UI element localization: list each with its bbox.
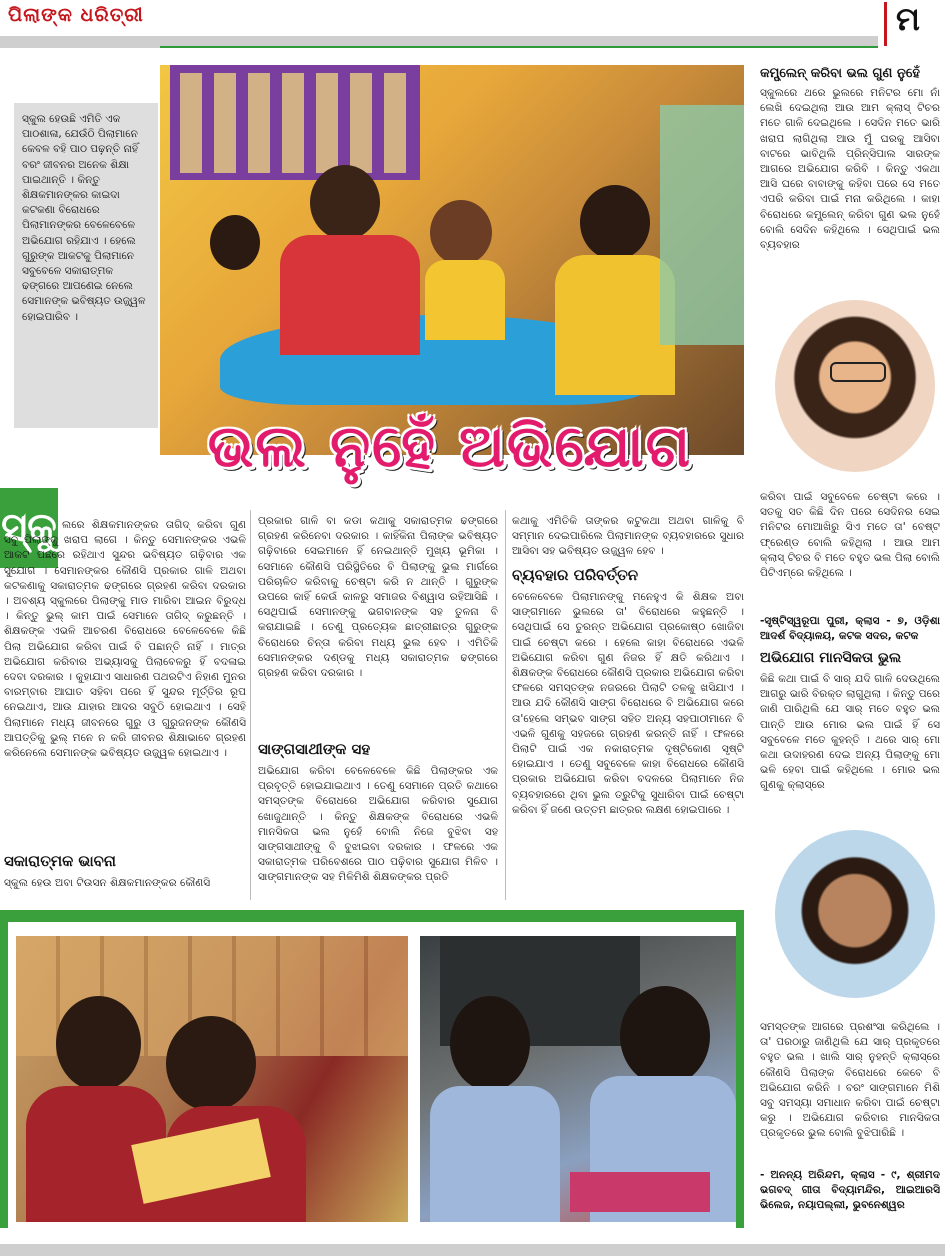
right-para3: କିଛି କଥା ପାଇଁ ବି ସାର୍ ଯଦି ଗାଳି ଦେଉଥିଲେ ଆଗରୁ ଭାରି ବିରକ୍ତ ଲାଗୁଥିଲା । କିନ୍ତୁ ପରେ ଜାଣି ପାରିଥିଲି ଯେ ସାର୍ ମତେ ବହୁତ ଭଲ ପାନ୍ତି ଆଉ ମୋର ଭଲ ପାଇଁ ହିଁ ସେ ସବୁବେଳେ ମତେ କୁହନ୍ତି । ଥରେ ସାର୍ ମୋ କଥା ଉଦାହରଣ ଦେଇ ଅନ୍ୟ ପିଲାଙ୍କୁ ମୋ ଭଳି ହେବା ପାଇଁ କହିଥିଲେ । ମୋର ଭଲ ଗୁଣକୁ କ୍ଲାସ୍‌ରେ [760,673,940,792]
column-divider [505,510,506,900]
col1-para1: ଲରେ ଶିକ୍ଷକମାନଙ୍କର ତାଗିଦ୍ କରିବା ଗୁଣ ସବୁ ପିଲାଙ୍କୁ ଖରାପ ଲାଗେ । କିନ୍ତୁ ସେମାନଙ୍କର ଏଭଳି ଆକଟ ପଛରେ ରହିଥାଏ ସୁନ୍ଦର ଭବିଷ୍ୟତ ଗଢ଼ିବାର ଏକ ସୁଯୋଗ । ସେମାନଙ୍କର କୌଣସି ପ୍ରକାର ଗାଳି ଅଥବା କଟକଣାକୁ ସକାରାତ୍ମକ ଢଙ୍ଗରେ ଗ୍ରହଣ କରିବା ଦରକାର । ଅବଶ୍ୟ ସ୍କୁଲରେ ପିଲାଙ୍କୁ ମାଡ ମାରିବା ଆଇନ ବିରୁଦ୍ଧ । କିନ୍ତୁ ଭୁଲ୍ କାମ ପାଇଁ ସେମାନେ ତାଗିଦ୍ କରୁଛନ୍ତି । ଶିକ୍ଷକଙ୍କ ଏଭଳି ଆଚରଣ ବିରୋଧରେ ବେଳେବେଳେ କିଛି ପିଲା ଅଭିଯୋଗ କରିବା ପାଇଁ ବି ପଛାନ୍ତି ନାହିଁ । ମାତ୍ର ଅଭିଯୋଗ କରିବାର ଅଭ୍ୟାସକୁ ପିଲାବେଳରୁ ହିଁ ବଦଳାଇ ଦେବା ଦରକାର । କୁହାଯାଏ ସାଧାରଣ ପଥରଟିଏ ନିହାଣ ମୁନର ବାରମ୍ବାର ଆଘାତ ସହିବା ପରେ ହିଁ ସୁନ୍ଦର ମୂର୍ତ୍ତିର ରୂପ ନେଇଥାଏ, ଆଉ ଯାହାର ଆଦର ସବୁଠି ହୋଇଥାଏ । ସେହି ପିଲାମାନେ ମଧ୍ୟ ଜୀବନରେ ଗୁରୁ ଓ ଗୁରୁଜନଙ୍କ କୌଣସି ଆପତ୍ତିକୁ ଭୁଲ୍ ମନେ ନ କରି ଜୀବନର ଶିକ୍ଷାଭାବେ ଗ୍ରହଣ କରିନେଲେ ସେମାନଙ୍କ ଭବିଷ୍ୟତ ଉଜ୍ଜ୍ୱଳ ହୋଇଥାଏ । [4,519,246,760]
top-green-rule [160,46,878,48]
photo-girl-body [425,260,505,340]
photo-boy-left-head [56,996,141,1091]
right-para4: ସମସ୍ତଙ୍କ ଆଗରେ ପ୍ରଶଂସା କରିଥିଲେ । ତା' ପରଠାରୁ ଜାଣିଥିଲି ଯେ ସାର୍ ପ୍ରକୃତରେ ବହୁତ ଭଲ । ଖାଲି ସାର୍ ନୁହନ୍ତି କ୍ଲାସ୍‌ରେ କୌଣସି ପିଲାଙ୍କ ବିରୋଧରେ କେବେ ବି ଅଭିଯୋଗ କରିନି । ବରଂ ସାଙ୍ଗମାନେ ମିଶି ସବୁ ସମସ୍ୟା ସମାଧାନ କରିବା ପାଇଁ ଚେଷ୍ଟା କରୁ । ଅଭିଯୋଗ କରିବାର ମାନସିକତା ପ୍ରକୃତରେ ଭୁଲ ବୋଲି ବୁଝିପାରିଛି । [760,1021,940,1140]
col3-para2: ବେଳେବେଳେ ପିଲାମାନଙ୍କୁ ମନେହୁଏ କି ଶିକ୍ଷକ ଅବା ସାଙ୍ଗମାନେ ଭୁଲରେ ତା' ବିରୋଧରେ କହୁଛନ୍ତି । ସେଥିପାଇଁ ସେ ତୁରନ୍ତ ଅଭିଯୋଗ ପ୍ରକୋଷ୍ଠ ଖୋଜିବା ପାଇଁ ଚେଷ୍ଟା କରେ । ହେଲେ କାହା ବିରୋଧରେ ଏଭଳି ଅଭିଯୋଗ କରିବା ଗୁଣ ନିଜର ହିଁ କ୍ଷତି କରିଥାଏ । ଶିକ୍ଷକଙ୍କ ବିରୋଧରେ କୌଣସି ପ୍ରକାର ଅଭିଯୋଗ କରିବା ଫଳରେ ସମସ୍ତଙ୍କ ନଜରରେ ପିଲାଟି ତଳକୁ ଖସିଯାଏ । ଆଉ ଯଦି କୌଣସି ସାଙ୍ଗ ବିରୋଧରେ ବି ଅଭିଯୋଗ କରେ ତା'ହେଲେ ସମ୍ଭବ ସାଙ୍ଗ ସହିତ ଅନ୍ୟ ସହପାଠୀମାନେ ବି ଏଭଳି ଗୁଣକୁ ସହଜରେ ଗ୍ରହଣ କରନ୍ତି ନାହିଁ । ଫଳରେ ପିଲାଟି ପାଇଁ ଏକ ନକାରାତ୍ମକ ଦୃଷ୍ଟିକୋଣ ସୃଷ୍ଟି ହୋଇଯାଏ । ତେଣୁ ସବୁବେଳେ କାହା ବିରୋଧରେ କୌଣସି ପ୍ରକାର ଅଭିଯୋଗ କରିବା ବଦଳରେ ପିଲାମାନେ ନିଜ ବ୍ୟବହାରରେ ଥିବା ଭୁଲ ତ୍ରୁଟିକୁ ସୁଧାରିବା ପାଇଁ ଚେଷ୍ଟା କରିବା ହିଁ ଜଣେ ଉତ୍ତମ ଛାତ୍ରର ଲକ୍ଷଣ ହୋଇପାରେ । [512,591,744,816]
photo-boy-right-head [166,1016,256,1111]
drop-cap: ସ୍କୁ [0,488,58,568]
photo-teacher-head [310,165,380,240]
bottom-photo-boys-reading [16,936,408,1222]
photo-girl-left-head [450,996,530,1091]
photo-boy2-body [555,255,675,395]
photo-pink-bag [570,1172,710,1212]
page-number: ମ [896,0,920,38]
photo-boy-head [210,215,260,270]
glasses-icon [830,362,886,382]
right-para2: କରିବା ପାଇଁ ସବୁବେଳେ ଚେଷ୍ଟା କରେ । ସତକୁ ସତ କିଛି ଦିନ ପରେ ସେଦିନର ସେଇ ମନିଟର ମୋଆଖିରୁ ସିଏ ମତେ ତା' ବେଷ୍ଟ ଫ୍ରେଣ୍ଡ ବୋଲି କହିଥିଲା । ଆଉ ଆମ କ୍ଲାସ୍ ଟିଚର ବି ମତେ ବହୁତ ଭଲ ପିଲା ବୋଲି ପିଟିଏମ୍‌ରେ କହିଥିଲେ । [760,491,940,580]
column-divider [250,510,251,900]
col2-subhead: ସାଙ୍ଗସାଥୀଙ୍କ ସହ [258,740,371,758]
col3-subhead: ବ୍ୟବହାର ପରିବର୍ତ୍ତନ [512,566,639,584]
right-heading-2: ଅଭିଯୋଗ ମାନସିକତା ଭୁଲ [760,650,902,666]
logo: ପିଲାଙ୍କ ଧରିତ୍ରୀ [8,4,144,26]
col2-para1: ପ୍ରକାର ଗାଳି ବା କଡା କଥାକୁ ସକାରାତ୍ମକ ଢଙ୍ଗରେ ଗ୍ରହଣ କରିନେବା ଦରକାର । କାହିଁକିନା ପିଲାଙ୍କ ଭବିଷ୍ୟତ ଗଢ଼ିବାରେ ସେଇମାନେ ହିଁ ନେଇଥାନ୍ତି ମୁଖ୍ୟ ଭୂମିକା । ସେମାନେ କୌଣସି ପରିସ୍ଥିତିରେ ବି ପିଲାଙ୍କୁ ଭୁଲ ମାର୍ଗରେ ପରିଚାଳିତ କରିବାକୁ ଚେଷ୍ଟା କରି ନ ଥାନ୍ତି । ଗୁରୁଙ୍କ ଉପରେ କାହିଁ କେଉଁ କାଳରୁ ସମାଜର ବିଶ୍ୱାସ ରହିଆସିଛି । ସେଥିପାଇଁ ସେମାନଙ୍କୁ ଭଗବାନଙ୍କ ସହ ତୁଳନା ବି କରାଯାଇଛି । ତେଣୁ ପ୍ରତ୍ୟେକ ଛାତ୍ରୀଛାତ୍ର ଗୁରୁଙ୍କ ବିରୋଧରେ ଚିନ୍ତା କରିବା ମଧ୍ୟ ଭୁଲ ହେବ । ଏମିତିକି ସେମାନଙ୍କର ଦଣ୍ଡକୁ ମଧ୍ୟ ସକାରାତ୍ମକ ଢଙ୍ଗରେ ଗ୍ରହଣ କରିବା ଦରକାର । [258,515,498,680]
portrait-boy-photo [775,830,935,998]
photo-teacher-body [280,235,420,355]
right-signature-2: - ଅନନ୍ୟ ଅରିନ୍ଦମ, କ୍ଲାସ - ୯, ଶ୍ରୀମଦ ଭଗବଦ୍ ଗୀତା ବିଦ୍ୟାମନ୍ଦିର, ଆଇଆରସି ଭିଲେଜ, ନୟାପଲ୍ଲୀ, ଭୁବନେଶ୍ୱର [760,1169,940,1212]
photo-girl-left-uniform [430,1086,560,1222]
col1-subhead: ସକାରାତ୍ମକ ଭାବନା [4,852,116,870]
photo-background-teacher [660,105,744,345]
right-para1: ସ୍କୁଲରେ ଥରେ ଭୁଲରେ ମନିଟର ମୋ ନାଁ ଲେଖି ଦେଇଥିଲା ଆଉ ଆମ କ୍ଲାସ୍ ଟିଚର ମତେ ଗାଳି ଦେଇଥିଲେ । ସେଦିନ ମତେ ଭାରି ଖରାପ ଲାଗିଥିଲା ଆଉ ମୁଁ ଘରକୁ ଆସିବା ବାଟରେ ଭାବିଥିଲି ପ୍ରିନ୍ସିପାଲ ସାରଙ୍କ ଆଗରେ ଅଭିଯୋଗ କରିବି । କିନ୍ତୁ ଏକଥା ଆସି ଘରେ ବାବାଙ୍କୁ କହିବା ପରେ ସେ ମତେ ଏପରି କରିବା ପାଇଁ ମନା କରିଥିଲେ । କାହା ବିରୋଧରେ କମ୍ପ୍ଲେନ୍ କରିବା ଗୁଣ ଭଲ ନୁହେଁ ବୋଲି ସେଦିନ କହିଥିଲେ । ସେଥିପାଇଁ ଭଲ ବ୍ୟବହାର [760,87,940,252]
headline: ଭଲ ନୁହେଁ ଅଭିଯୋଗ [207,412,693,480]
col2-para2: ଅଭିଯୋଗ କରିବା ବେଳେବେଳେ କିଛି ପିଲାଙ୍କର ଏକ ପ୍ରବୃତ୍ତି ହୋଇଯାଇଥାଏ । ତେଣୁ ସେମାନେ ପ୍ରତି କଥାରେ ସମସ୍ତଙ୍କ ବିରୋଧରେ ଅଭିଯୋଗ କରିବାର ସୁଯୋଗ ଖୋଜୁଥାନ୍ତି । କିନ୍ତୁ ଶିକ୍ଷକଙ୍କ ବିରୋଧରେ ଏଭଳି ମାନସିକତା ଭଲ ନୁହେଁ ବୋଲି ନିଜେ ବୁଝିବା ସହ ସାଙ୍ଗସାଥୀଙ୍କୁ ବି ବୁଝାଇବା ଦରକାର । ଫଳରେ ଏକ ସକାରାତ୍ମକ ପରିବେଶରେ ପାଠ ପଢ଼ିବାର ସୁଯୋଗ ମିଳିବ । ସାଙ୍ଗମାନଙ୍କ ସହ ମିଳିମିଶି ଶିକ୍ଷକଙ୍କର ପ୍ରତି [258,765,498,884]
photo-wall-cards [180,73,410,173]
masthead [0,0,945,50]
right-signature-1: -ସୃଷ୍ଟିସ୍ୱରୂପା ପୁରୀ, କ୍ଲାସ - ୭, ଓଡ଼ିଶା ଆଦର୍ଶ ବିଦ୍ୟାଳୟ, କଟକ ସଦର, କଟକ [760,615,940,643]
photo-girl-right-head [620,986,710,1086]
col1-para2: ସ୍କୁଲ ହେଉ ଅବା ଟିଉସନ ଶିକ୍ଷକମାନଙ୍କର କୌଣସି [4,877,211,889]
main-photo-classroom [160,65,744,455]
photo-girl-head [430,200,492,265]
page-number-rule [884,2,887,46]
bottom-photo-girls-writing [420,936,736,1222]
photo-boy2-head [580,185,650,260]
col3-para1: କଥାକୁ ଏମିତିକି ତାଙ୍କର କଟୁକଥା ଅଥବା ଗାଳିକୁ ବି ସମ୍ମାନ ଦେଇପାରିଲେ ପିଲାମାନଙ୍କ ବ୍ୟବହାରରେ ସୁଧାର ଆସିବା ସହ ଭବିଷ୍ୟତ ଉଜ୍ଜ୍ୱଳ ହେବ । [512,515,744,558]
portrait-girl-photo [775,300,935,472]
right-heading-1: କମ୍ପ୍ଲେନ୍ କରିବା ଭଲ ଗୁଣ ନୁହେଁ [760,66,920,81]
intro-text: ସ୍କୁଲ ହେଉଛି ଏମିତି ଏକ ପାଠଶାଳା, ଯେଉଁଠି ପିଲାମାନେ କେବଳ ବହି ପାଠ ପଢ଼ନ୍ତି ନାହିଁ ବରଂ ଜୀବନର ଅନେକ ଶିକ୍ଷା ପାଇଥାନ୍ତି । କିନ୍ତୁ ଶିକ୍ଷକମାନଙ୍କର କାଇଦା କଟକଣା ବିରୋଧରେ ପିଲାମାନଙ୍କର ବେଳେବେଳେ ଅଭିଯୋଗ ରହିଯାଏ । ହେଲେ ଗୁରୁଙ୍କ ଆକଟକୁ ପିଲାମାନେ ସବୁବେଳେ ସକାରାତ୍ମକ ଢଙ୍ଗରେ ଆପଣେଇ ନେଲେ ସେମାନଙ୍କ ଭବିଷ୍ୟତ ଉଜ୍ଜ୍ୱଳ ହୋଇପାରିବ । [22,113,146,323]
bottom-gray-bar [0,1244,945,1256]
